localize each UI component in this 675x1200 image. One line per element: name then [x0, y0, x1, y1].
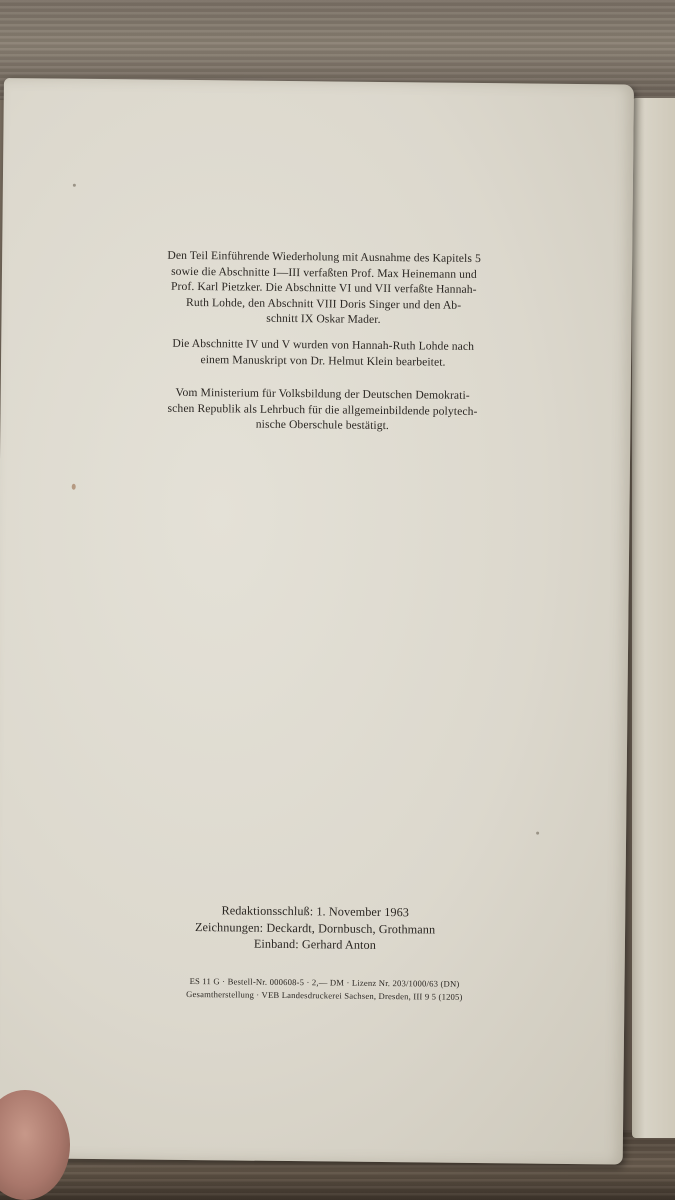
production-credits [165, 902, 466, 955]
paper-speck [73, 184, 76, 187]
text-line: nische Oberschule bestätigt. [255, 417, 390, 433]
editorial-deadline: Redaktionsschluß: 1. November 1963 [221, 903, 410, 920]
drawings-credit: Zeichnungen: Deckardt, Dornbusch, Grothmann [194, 919, 436, 937]
text-line: schen Republik als Lehrbuch für die allgemeinbildende polytech- [167, 401, 478, 418]
printer-line: Gesamtherstellung · VEB Landesdruckerei Sachsen, Dresden, III 9 5 (1205) [186, 988, 463, 1002]
facing-page-edge [632, 98, 675, 1138]
text-line: schnitt IX Oskar Mader. [266, 311, 381, 326]
text-line: Ruth Lohde, den Abschnitt VIII Doris Singer und den Ab- [186, 295, 462, 312]
printing-imprint [124, 974, 524, 1004]
text-line: Die Abschnitte IV und V wurden von Hannah-Ruth Lohde nach [172, 336, 475, 353]
author-credits-paragraph [113, 247, 534, 329]
editing-note-paragraph [113, 335, 533, 370]
text-line: Vom Ministerium für Volksbildung der Deutschen Demokrati- [175, 385, 470, 402]
paper-speck [536, 832, 539, 835]
ministry-approval-paragraph [112, 384, 532, 435]
paper-speck [72, 484, 76, 490]
text-line: Den Teil Einführende Wiederholung mit Ausnahme des Kapitels 5 [167, 248, 481, 266]
binding-credit: Einband: Gerhard Anton [253, 936, 377, 952]
order-number-line: ES 11 G · Bestell-Nr. 000608-5 · 2,— DM · Lizenz Nr. 203/1000/63 (DN) [189, 975, 460, 989]
text-line: einem Manuskript von Dr. Helmut Klein bearbeitet. [200, 352, 446, 369]
text-line: Prof. Karl Pietzker. Die Abschnitte VI und VII verfaßte Hannah- [170, 279, 477, 296]
book-page [0, 78, 634, 1165]
text-line: sowie die Abschnitte I—III verfaßten Prof. Max Heinemann und [171, 264, 477, 281]
